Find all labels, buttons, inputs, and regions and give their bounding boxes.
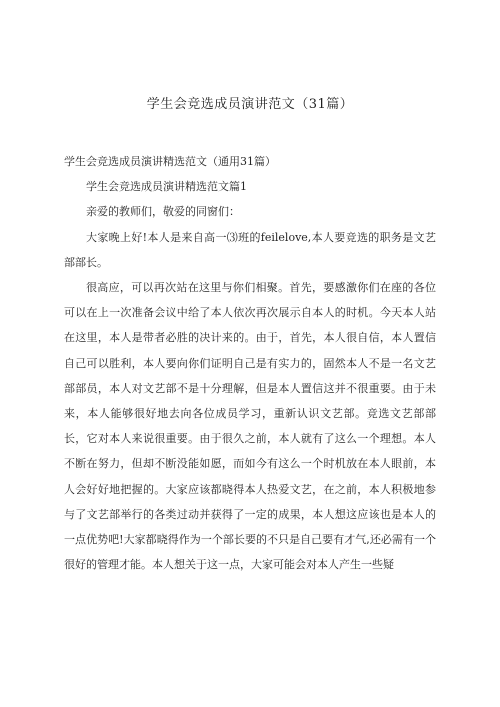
document-body [64, 149, 436, 577]
document-title: 学生会竞选成员演讲范文（31篇） [146, 97, 354, 112]
paragraph-greeting: 大家晚上好!本人是来自高一⑶班的feilelove,本人要竞选的职务是文艺部部长。 [64, 230, 436, 269]
paragraph-section-heading: 学生会竞选成员演讲精选范文篇1 [86, 180, 247, 194]
paragraph-subtitle: 学生会竞选成员演讲精选范文（通用31篇） [64, 155, 276, 168]
paragraph-main: 很高应，可以再次站在这里与你们相聚。首先，要感激你们在座的各位可以在上一次准备会议中给了本人依次再次展示自本人的时机。今天本人站在这里，本人是带者必胜的决计来的。由于，首先，本人很自信，本人置信自己可以胜利，本人要向你们证明自己是有实力的，固然本人不是一名文艺部部员，本人对文艺部不是十分理解，但是本人置信这并不很重要。由于未来，本人能够很好地去向各位成员学习，重新认识文艺部。竞选文艺部部长，它对本人来说很重要。由于很久之前，本人就有了这么一个理想。本人不断在努力，但却不断没能如愿，而如今有这么一个时机放在本人眼前，本人会好好地把握的。大家应该都晓得本人热爱文艺，在之前，本人积极地参与了文艺部举行的各类过动并获得了一定的成果，本人想这应该也是本人的一点优势吧!大家都晓得作为一个部长要的不只是自己要有才气,还必需有一个很好的管理才能。本人想关于这一点，大家可能会对本人产生一些疑 [64, 281, 436, 572]
paragraph-salutation: 亲爱的教师们，敬爱的同窗们： [86, 205, 240, 219]
